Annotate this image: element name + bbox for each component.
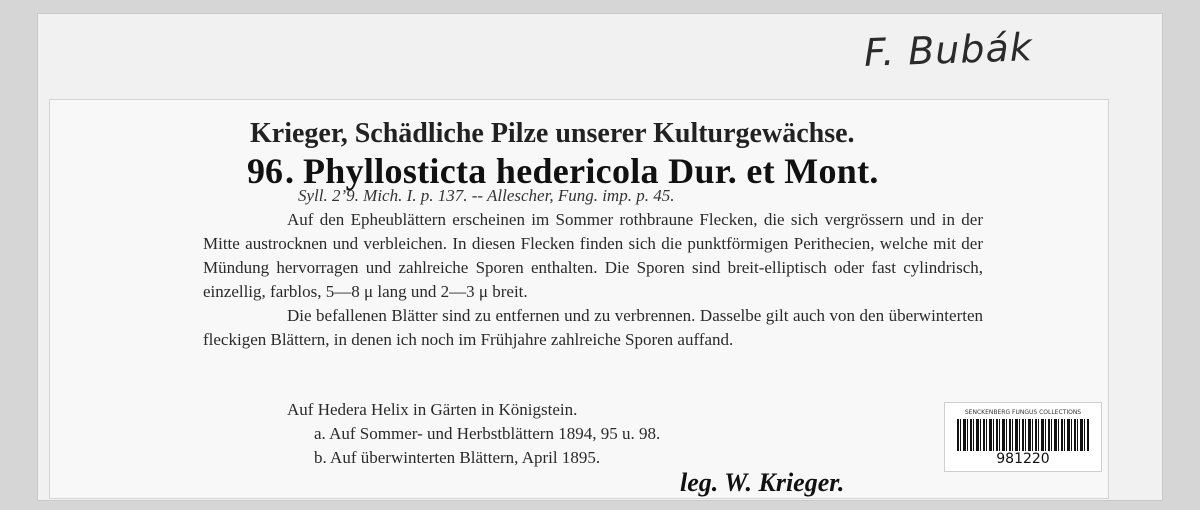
barcode-number: 981220 [996,451,1050,467]
literature-reference: Syll. 2’9. Mich. I. p. 137. -- Allescher, Fung. imp. p. 45. [298,186,675,205]
barcode-icon [957,419,1089,451]
species-name: Phyllosticta hedericola Dur. et Mont. [303,151,879,191]
description-paragraph: Auf den Epheublättern erscheinen im Sommer rothbraune Flecken, die sich vergrössern und in der Mitte austrocknen und verbleichen. In diesen Flecken finden sich die punktförmigen Perithecien, welche mit der Mündung hervorragen und zahlreiche Sporen enthalten. Die Sporen sind breit-elliptisch oder fast cylindrisch, einzellig, farblos, 5—8 μ lang und 2—3 μ breit. [203,210,983,301]
handwritten-annotation: F. Bubák [863,25,1034,75]
exsiccata-number: 96 [247,151,283,191]
barcode-institution: SENCKENBERG FUNGUS COLLECTIONS [964,409,1082,416]
locality: Auf Hedera Helix in Gärten in Königstein. [287,400,578,419]
collector: leg. W. Krieger. [680,468,845,497]
series-title: Krieger, Schädliche Pilze unserer Kulturgewächse. [250,118,855,149]
collection-item-b: b. Auf überwinterten Blättern, April 1895. [314,448,601,467]
barcode-label [945,403,1101,471]
description-text [203,208,983,352]
description-paragraph: Die befallenen Blätter sind zu entfernen und zu verbrennen. Dasselbe gilt auch von den überwinterten fleckigen Blättern, in denen ich noch im Frühjahre zahlreiche Sporen auffand. [203,306,983,349]
collection-item-a: a. Auf Sommer- und Herbstblättern 1894, 95 u. 98. [314,424,661,443]
species-heading: 96. Phyllosticta hedericola Dur. et Mont. [247,151,879,191]
